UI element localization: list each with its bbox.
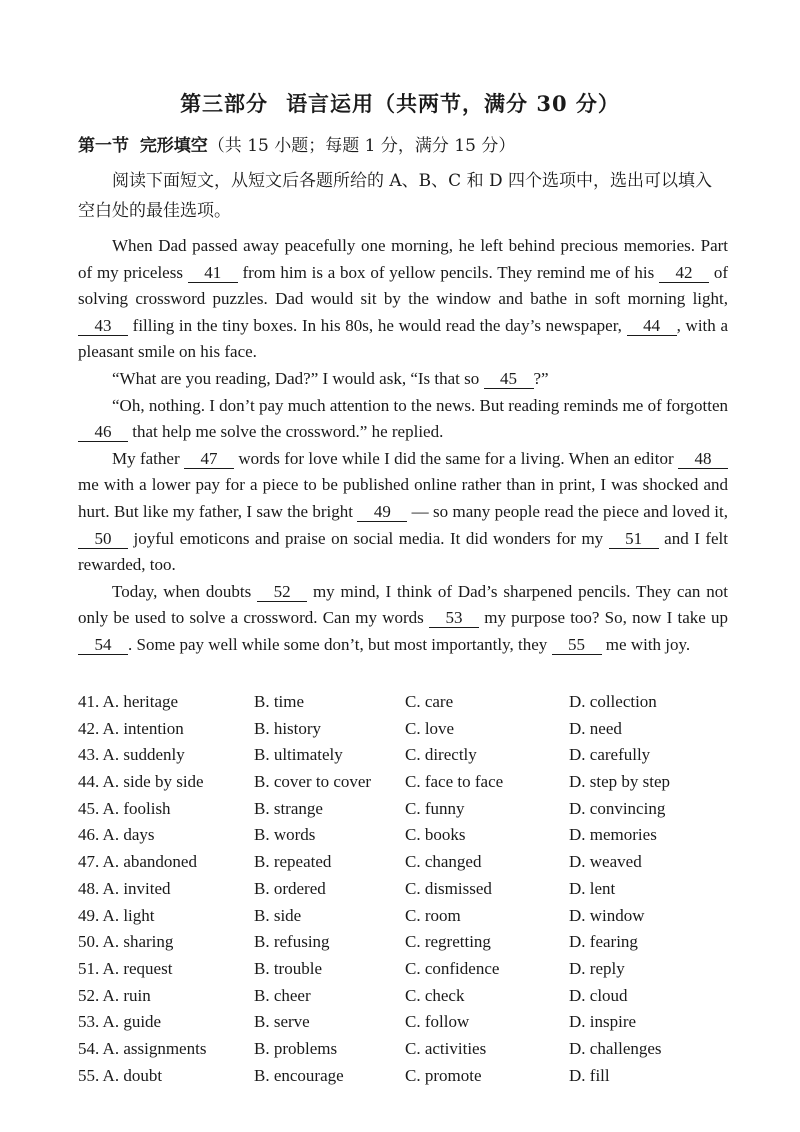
section-heading bbox=[78, 131, 515, 156]
option-a: 51. A. request bbox=[78, 958, 173, 978]
option-c: C. face to face bbox=[405, 772, 504, 792]
part-number: 第三部分 bbox=[180, 91, 269, 116]
paragraph-4 bbox=[78, 446, 728, 579]
option-b: B. cheer bbox=[254, 985, 311, 1005]
question-43-options bbox=[78, 742, 728, 769]
option-c: C. love bbox=[405, 718, 455, 738]
option-a: 45. A. foolish bbox=[78, 798, 171, 818]
question-44-options bbox=[78, 769, 728, 796]
passage-text: me with joy. bbox=[601, 634, 691, 654]
part-description: 语言运用（共两节，满分 30 分） bbox=[286, 91, 620, 116]
directions: 阅读下面短文，从短文后各题所给的 A、B、C 和 D 四个选项中，选出可以填入空白处的最佳选项。 bbox=[78, 171, 713, 221]
option-c: C. confidence bbox=[405, 958, 500, 978]
option-a: 43. A. suddenly bbox=[78, 745, 185, 765]
question-42-options bbox=[78, 716, 728, 743]
question-46-options bbox=[78, 822, 728, 849]
passage-text: that help me solve the crossword.” he replied. bbox=[128, 422, 444, 442]
option-d: D. fill bbox=[569, 1065, 610, 1085]
paragraph-2 bbox=[78, 366, 728, 393]
option-a: 55. A. doubt bbox=[78, 1065, 163, 1085]
passage-text: me with a lower pay for a piece to be published online rather than in print, I was shocked and hurt. But like my father, I saw the bright bbox=[78, 475, 728, 521]
option-b: B. time bbox=[254, 692, 305, 711]
option-d: D. window bbox=[569, 905, 645, 925]
passage-text: from him is a box of yellow pencils. They remind me of his bbox=[237, 262, 660, 282]
blank-45: 45 bbox=[484, 370, 534, 389]
option-b: B. repeated bbox=[254, 852, 332, 872]
option-a: 50. A. sharing bbox=[78, 932, 174, 952]
option-a: 42. A. intention bbox=[78, 718, 184, 738]
option-b: B. strange bbox=[254, 798, 323, 818]
blank-41: 41 bbox=[188, 264, 238, 283]
question-49-options bbox=[78, 903, 728, 930]
passage-text: of solving crossword puzzles. Dad would sit by the window and bathe in soft morning light, bbox=[78, 262, 728, 309]
question-55-options bbox=[78, 1063, 728, 1090]
blank-53: 53 bbox=[429, 609, 479, 628]
blank-54: 54 bbox=[78, 636, 128, 655]
section-title: 完形填空 bbox=[139, 136, 208, 156]
option-a: 49. A. light bbox=[78, 905, 155, 925]
part-title bbox=[0, 88, 800, 118]
paragraph-1 bbox=[78, 233, 728, 366]
option-d: D. lent bbox=[569, 878, 616, 898]
option-a: 54. A. assignments bbox=[78, 1038, 207, 1058]
option-b: B. trouble bbox=[254, 958, 322, 978]
blank-55: 55 bbox=[552, 636, 602, 655]
question-51-options bbox=[78, 956, 728, 983]
option-a: 53. A. guide bbox=[78, 1012, 162, 1032]
option-b: B. side bbox=[254, 905, 302, 925]
passage-text: my mind, I think of Dad’s sharpened pencils. They can not only be used to solve a crossword. Can my words bbox=[78, 581, 728, 628]
blank-46: 46 bbox=[78, 423, 128, 442]
question-53-options bbox=[78, 1009, 728, 1036]
option-d: D. collection bbox=[569, 692, 657, 711]
blank-48: 48 bbox=[678, 450, 728, 469]
option-c: C. funny bbox=[405, 798, 465, 818]
option-d: D. cloud bbox=[569, 985, 628, 1005]
passage bbox=[78, 233, 728, 659]
option-d: D. memories bbox=[569, 825, 657, 845]
option-d: D. challenges bbox=[569, 1038, 662, 1058]
option-d: D. step by step bbox=[569, 772, 671, 792]
passage-text: filling in the tiny boxes. In his 80s, he would read the day’s newspaper, bbox=[128, 315, 627, 335]
passage-text: Today, when doubts bbox=[112, 581, 258, 601]
question-45-options bbox=[78, 796, 728, 823]
option-c: C. activities bbox=[405, 1038, 487, 1058]
option-d: D. fearing bbox=[569, 932, 638, 952]
paragraph-5 bbox=[78, 579, 728, 659]
blank-50: 50 bbox=[78, 530, 128, 549]
option-b: B. cover to cover bbox=[254, 772, 372, 792]
blank-47: 47 bbox=[184, 450, 234, 469]
option-c: C. room bbox=[405, 905, 461, 925]
question-52-options bbox=[78, 983, 728, 1010]
option-a: 52. A. ruin bbox=[78, 985, 151, 1005]
option-c: C. follow bbox=[405, 1012, 470, 1032]
option-a: 46. A. days bbox=[78, 825, 155, 845]
option-c: C. dismissed bbox=[405, 878, 492, 898]
option-d: D. weaved bbox=[569, 852, 642, 872]
option-c: C. directly bbox=[405, 745, 477, 765]
option-b: B. words bbox=[254, 825, 316, 845]
blank-43: 43 bbox=[78, 317, 128, 336]
question-47-options bbox=[78, 849, 728, 876]
passage-text: joyful emoticons and praise on social media. It did wonders for my bbox=[128, 528, 609, 548]
blank-52: 52 bbox=[257, 583, 307, 602]
option-c: C. care bbox=[405, 692, 454, 711]
option-a: 48. A. invited bbox=[78, 878, 171, 898]
passage-text: my purpose too? So, now I take up bbox=[479, 608, 728, 628]
option-c: C. changed bbox=[405, 852, 482, 872]
answer-options bbox=[78, 689, 728, 1089]
passage-text: When Dad passed away peacefully one morning, he left behind precious memories. Part of my priceless bbox=[78, 236, 728, 282]
option-a: 47. A. abandoned bbox=[78, 852, 197, 872]
blank-49: 49 bbox=[357, 503, 407, 522]
option-b: B. history bbox=[254, 718, 322, 738]
option-a: 44. A. side by side bbox=[78, 772, 204, 792]
option-b: B. problems bbox=[254, 1038, 338, 1058]
option-d: D. reply bbox=[569, 958, 625, 978]
option-b: B. ultimately bbox=[254, 745, 343, 765]
passage-text: “What are you reading, Dad?” I would ask, “Is that so bbox=[112, 368, 484, 388]
option-b: B. serve bbox=[254, 1012, 310, 1032]
passage-text: — so many people read the piece and loved it, bbox=[407, 501, 729, 521]
passage-text: ?” bbox=[533, 368, 549, 388]
passage-text: “Oh, nothing. I don’t pay much attention to the news. But reading reminds me of forgotten bbox=[112, 395, 728, 415]
blank-44: 44 bbox=[627, 317, 677, 336]
option-b: B. encourage bbox=[254, 1065, 344, 1085]
option-c: C. books bbox=[405, 825, 466, 845]
question-54-options bbox=[78, 1036, 728, 1063]
option-b: B. ordered bbox=[254, 878, 326, 898]
option-a: 41. A. heritage bbox=[78, 692, 179, 711]
option-b: B. refusing bbox=[254, 932, 330, 952]
option-c: C. regretting bbox=[405, 932, 491, 952]
question-50-options bbox=[78, 929, 728, 956]
paragraph-3 bbox=[78, 393, 728, 446]
option-c: C. promote bbox=[405, 1065, 482, 1085]
question-48-options bbox=[78, 876, 728, 903]
section-number: 第一节 bbox=[78, 136, 129, 156]
blank-51: 51 bbox=[609, 530, 659, 549]
option-d: D. carefully bbox=[569, 745, 651, 765]
option-d: D. need bbox=[569, 718, 622, 738]
option-c: C. check bbox=[405, 985, 465, 1005]
passage-text: My father bbox=[112, 448, 184, 468]
passage-text: and I felt rewarded, too. bbox=[78, 528, 728, 575]
section-note: （共 15 小题；每题 1 分，满分 15 分） bbox=[207, 136, 516, 156]
option-d: D. inspire bbox=[569, 1012, 637, 1032]
passage-text: , with a pleasant smile on his face. bbox=[78, 315, 728, 362]
passage-text: . Some pay well while some don’t, but most importantly, they bbox=[128, 634, 552, 654]
passage-text: words for love while I did the same for a living. When an editor bbox=[233, 448, 678, 468]
option-d: D. convincing bbox=[569, 798, 666, 818]
question-41-options bbox=[78, 689, 728, 716]
blank-42: 42 bbox=[659, 264, 709, 283]
